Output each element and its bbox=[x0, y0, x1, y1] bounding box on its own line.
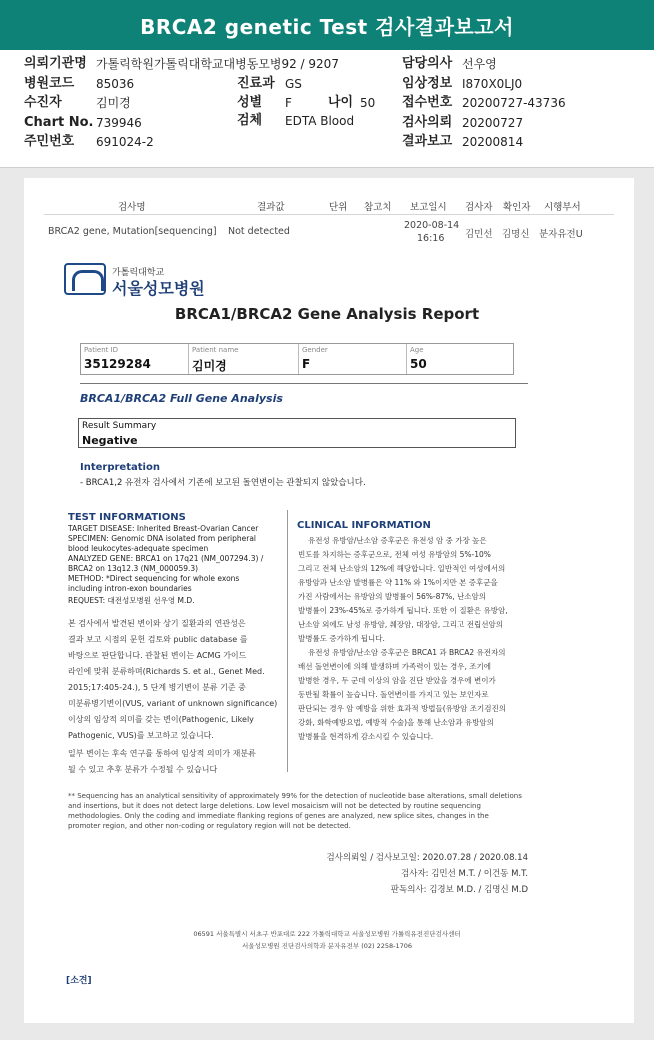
col-unit: 단위 bbox=[329, 202, 348, 213]
row-result: Not detected bbox=[228, 226, 290, 237]
column-divider bbox=[287, 510, 288, 772]
test-info-line: METHOD: *Direct sequencing for whole exons bbox=[68, 574, 240, 583]
gender-value: F bbox=[302, 357, 311, 371]
header-info bbox=[0, 50, 654, 168]
test-info-line: TARGET DISEASE: Inherited Breast-Ovarian Cancer bbox=[68, 524, 259, 533]
footnote-line: ** Sequencing has an analytical sensitivity of approximately 99% for the detection of nucleotide base alterations, small deletions bbox=[68, 792, 522, 800]
patient-info-box bbox=[80, 343, 514, 375]
col-test-name: 검사명 bbox=[118, 202, 146, 213]
footnote-line: methodologies. Only the coding and immediate flanking regions of genes are analyzed, new splice sites, changes in the bbox=[68, 812, 489, 820]
result-summary-label: Result Summary bbox=[82, 421, 157, 431]
korean-para1-line: 라인에 맞춰 분류하며(Richards S. et al., Genet Med. bbox=[68, 667, 265, 676]
row-date: 2020-08-14 bbox=[404, 220, 460, 231]
receipt-label: 접수번호 bbox=[402, 95, 453, 110]
dept-label: 진료과 bbox=[237, 76, 275, 91]
doctor-value: 선우영 bbox=[462, 57, 497, 71]
korean-para1-line: Pathogenic, VUS)를 보고하고 있습니다. bbox=[68, 731, 214, 740]
ward-code-label: 병원코드 bbox=[24, 76, 75, 91]
request-label: 검사의뢰 bbox=[402, 115, 453, 130]
logo-university: 가톨릭대학교 bbox=[112, 268, 165, 278]
test-info-line: ANALYZED GENE: BRCA1 on 17q21 (NM_007294.3) / bbox=[68, 554, 264, 563]
clinical-line: 유전성 유방암/난소암 증후군은 유전성 암 중 가장 높은 bbox=[308, 536, 487, 545]
institution-label: 의뢰기관명 bbox=[24, 56, 87, 71]
doctor-label: 담당의사 bbox=[402, 56, 453, 71]
address-line: 06591 서울특별시 서초구 반포대로 222 가톨릭대학교 서울성모병원 가톨릭유전진단검사센터 bbox=[193, 930, 461, 938]
age-label: 나이 bbox=[328, 95, 354, 110]
row-test: BRCA2 gene, Mutation[sequencing] bbox=[48, 226, 217, 237]
col-result: 결과값 bbox=[257, 202, 285, 213]
gender-label: Gender bbox=[302, 346, 328, 354]
clinical-line: 발병률이 23%-45%로 증가하게 됩니다. 또한 이 질환은 유방암, bbox=[298, 606, 508, 615]
request-value: 20200727 bbox=[462, 116, 524, 130]
col-dept: 시행부서 bbox=[544, 202, 581, 213]
test-info-line: BRCA2 on 13q12.3 (NM_000059.3) bbox=[68, 564, 199, 573]
report-title-bar: BRCA2 genetic Test 검사결과보고서 bbox=[0, 0, 654, 50]
patient-label: 수진자 bbox=[24, 95, 62, 110]
age-label-report: Age bbox=[410, 346, 424, 354]
dept-value: GS bbox=[285, 77, 302, 91]
age-value-report: 50 bbox=[410, 357, 427, 371]
gene-report-title: BRCA1/BRCA2 Gene Analysis Report bbox=[174, 305, 480, 323]
logo-hospital: 서울성모병원 bbox=[112, 279, 205, 298]
full-gene-subtitle: BRCA1/BRCA2 Full Gene Analysis bbox=[80, 392, 283, 405]
table-divider bbox=[44, 214, 614, 215]
id-label: 주민번호 bbox=[24, 134, 75, 149]
col-tester: 검사자 bbox=[465, 202, 493, 213]
clinical-line: 난소암 외에도 남성 유방암, 췌장암, 대장암, 그리고 전립선암의 bbox=[298, 620, 503, 629]
patient-value: 김미경 bbox=[96, 96, 131, 110]
clinical-line: 발병률도 증가하게 됩니다. bbox=[298, 634, 385, 643]
korean-para1-line: 바탕으로 판단합니다. 관찰된 변이는 ACMG 가이드 bbox=[68, 651, 247, 660]
clinical-line: 강화, 화학예방요법, 예방적 수술)을 통해 난소암과 유방암의 bbox=[298, 718, 494, 727]
address-line: 서울성모병원 진단검사의학과 분자유전부 (02) 2258-1706 bbox=[241, 942, 413, 950]
chart-label: Chart No. bbox=[24, 115, 94, 130]
clinical-line: 동반될 확률이 높습니다. 돌연변이를 가지고 있는 보인자로 bbox=[298, 690, 489, 699]
korean-para1-line: 결과 보고 시점의 문헌 검토와 public database 를 bbox=[68, 635, 248, 644]
patient-id-label: Patient ID bbox=[84, 346, 119, 354]
footnote-line: and insertions, but it does not detect large deletions. Low level mosaicism will not be detected by routine sequencing bbox=[68, 802, 481, 810]
patient-name-cell bbox=[189, 344, 299, 374]
patient-id-value: 35129284 bbox=[84, 357, 151, 371]
patient-id-cell bbox=[81, 344, 189, 374]
sex-value: F bbox=[285, 96, 292, 110]
clinical-line: 판단되는 경우 암 예방을 위한 효과적 방법들(유방암 조기검진의 bbox=[298, 704, 506, 713]
interpretation-text: - BRCA1,2 유전자 검사에서 기존에 보고된 돌연변이는 관찰되지 않았습니다. bbox=[80, 478, 366, 488]
row-tester: 김민선 bbox=[465, 229, 493, 240]
col-checker: 확인자 bbox=[503, 202, 531, 213]
interpretation-heading: Interpretation bbox=[80, 462, 160, 473]
sex-label: 성별 bbox=[237, 95, 263, 110]
result-summary-value: Negative bbox=[82, 434, 138, 447]
korean-para2-line: 될 수 있고 추후 분류가 수정될 수 있습니다 bbox=[68, 765, 218, 774]
signature-dates: 검사의뢰일 / 검사보고일: 2020.07.28 / 2020.08.14 bbox=[326, 853, 528, 863]
signature-testers: 검사자: 김민선 M.T. / 이건동 M.T. bbox=[401, 869, 528, 879]
clinical-line: 유방암과 난소암 발병률은 약 11% 와 1%이지만 본 증후군을 bbox=[298, 578, 498, 587]
clinical-line: 배선 돌연변이에 의해 발생하며 가족력이 있는 경우, 조기에 bbox=[298, 662, 491, 671]
hospital-logo-icon bbox=[64, 263, 106, 295]
clinical-line: 발병률을 현격하게 감소시킬 수 있습니다. bbox=[298, 732, 434, 741]
ward-code-value: 85036 bbox=[96, 77, 135, 91]
chart-value: 739946 bbox=[96, 116, 142, 130]
korean-para1-line: 이상의 임상적 의미를 갖는 변이(Pathogenic, Likely bbox=[68, 715, 254, 724]
footnote-line: promoter region, and other non-coding or regulatory region will not be detected. bbox=[68, 822, 351, 830]
row-checker: 김명신 bbox=[502, 229, 530, 240]
report-date-label: 결과보고 bbox=[402, 134, 453, 149]
clinical-line: 발병한 경우, 두 군데 이상의 암을 진단 받았을 경우에 변이가 bbox=[298, 676, 496, 685]
gender-cell bbox=[299, 344, 407, 374]
clinical-line: 유전성 유방암/난소암 증후군은 BRCA1 과 BRCA2 유전자의 bbox=[308, 648, 506, 657]
opinion-tag: [소견] bbox=[66, 976, 92, 986]
age-value: 50 bbox=[360, 96, 376, 110]
receipt-value: 20200727-43736 bbox=[462, 96, 566, 110]
report-date-value: 20200814 bbox=[462, 135, 524, 149]
section-rule bbox=[80, 383, 528, 384]
test-info-line: blood leukocytes-adequate specimen bbox=[68, 544, 209, 553]
col-reference: 참고치 bbox=[364, 202, 392, 213]
patient-name-value: 김미경 bbox=[192, 359, 227, 373]
id-value: 691024-2 bbox=[96, 135, 154, 149]
clinical-value: I870X0LJ0 bbox=[462, 77, 523, 91]
test-info-line: including intron-exon boundaries bbox=[68, 584, 192, 593]
col-report-date: 보고일시 bbox=[410, 202, 447, 213]
patient-name-label: Patient name bbox=[192, 346, 239, 354]
row-dept: 분자유전U bbox=[539, 229, 583, 240]
clinical-line: 가진 사람에서는 유방암의 발병률이 56%-87%, 난소암의 bbox=[298, 592, 487, 601]
clinical-label: 임상정보 bbox=[402, 76, 453, 91]
signature-readers: 판독의사: 김경보 M.D. / 김명신 M.D bbox=[390, 885, 528, 895]
clinical-line: 빈도를 차지하는 증후군으로, 전체 여성 유방암의 5%-10% bbox=[298, 550, 491, 559]
clinical-info-heading: CLINICAL INFORMATION bbox=[297, 520, 431, 531]
korean-para2-line: 일부 변이는 후속 연구를 통하여 임상적 의미가 재분류 bbox=[68, 749, 256, 758]
korean-para1-line: 미분류병기변이(VUS, variant of unknown significance) bbox=[68, 699, 278, 708]
result-summary-box bbox=[78, 418, 516, 448]
clinical-line: 그리고 전체 난소암의 12%에 해당합니다. 일반적인 여성에서의 bbox=[298, 564, 506, 573]
institution-value: 가톨릭학원가톨릭대학교대병동모병92 / 9207 bbox=[96, 57, 339, 71]
specimen-value: EDTA Blood bbox=[285, 114, 355, 128]
korean-para1-line: 본 검사에서 발견된 변이와 상기 질환과의 연관성은 bbox=[68, 619, 246, 628]
test-info-line: SPECIMEN: Genomic DNA isolated from peripheral bbox=[68, 534, 256, 543]
korean-para1-line: 2015;17:405-24.), 5 단계 병기변이 분류 기준 중 bbox=[68, 683, 246, 692]
test-info-heading: TEST INFORMATIONS bbox=[68, 512, 186, 523]
specimen-label: 검체 bbox=[237, 113, 263, 128]
row-time: 16:16 bbox=[417, 233, 445, 244]
age-cell bbox=[407, 344, 513, 374]
test-info-line: REQUEST: 대전성모병원 선우영 M.D. bbox=[68, 596, 195, 605]
